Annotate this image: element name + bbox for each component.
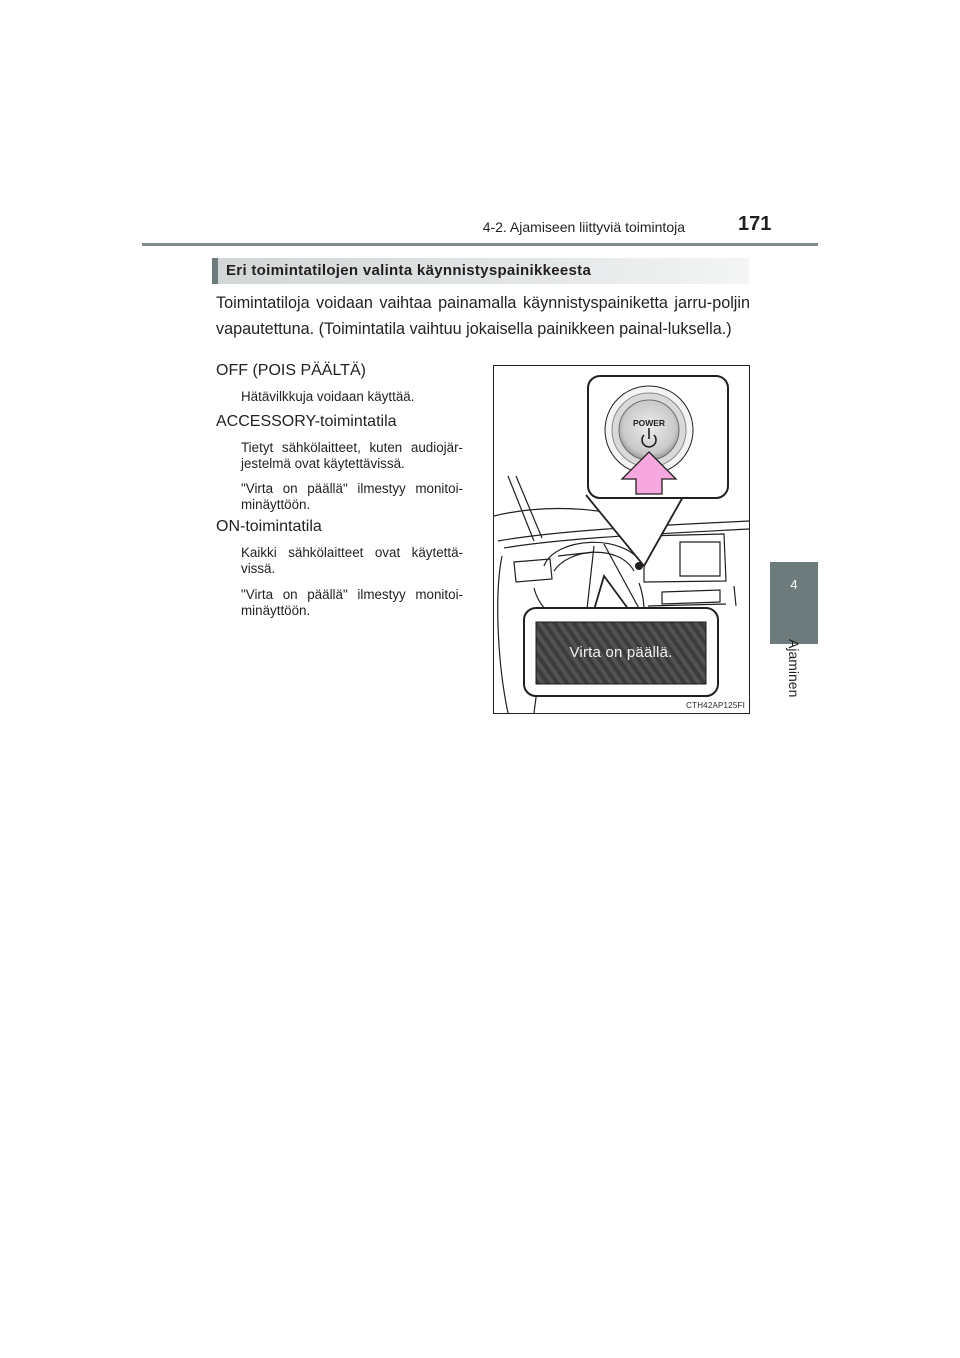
section-heading [212,258,749,284]
section-heading-bar [212,258,218,284]
power-button-illustration [493,365,750,714]
power-button-label: POWER [632,418,666,428]
mode-desc-on-1: Kaikki sähkölaitteet ovat käytettä-vissä. [241,545,463,576]
page-number: 171 [738,213,772,235]
header-section-title: 4-2. Ajamiseen liittyviä toimintoja [482,219,685,235]
header-rule [142,243,818,246]
mode-desc-accessory-2: "Virta on päällä" ilmestyy monitoi-minäyttöön. [241,481,463,512]
intro-paragraph: Toimintatiloja voidaan vaihtaa painamalla käynnistyspainiketta jarru-poljin vapautettuna. (Toimintatila vaihtuu jokaisella painikkeen painal-luksella.) [216,294,750,338]
chapter-title: Ajaminen [786,638,802,698]
mode-title-accessory: ACCESSORY-toimintatila [216,413,397,430]
figure-code: CTH42AP125FI [686,701,745,710]
mode-title-off: OFF (POIS PÄÄLTÄ) [216,362,366,379]
chapter-number: 4 [790,577,798,592]
section-heading-title: Eri toimintatilojen valinta käynnistyspainikkeesta [226,262,592,279]
screen-message: Virta on päällä. [569,644,673,661]
mode-title-on: ON-toimintatila [216,518,322,535]
mode-desc-off-1: Hätävilkkuja voidaan käyttää. [241,389,415,404]
mode-desc-on-2: "Virta on päällä" ilmestyy monitoi-minäyttöön. [241,587,463,618]
mode-desc-accessory-1: Tietyt sähkölaitteet, kuten audiojär-jestelmä ovat käytettävissä. [241,440,463,471]
